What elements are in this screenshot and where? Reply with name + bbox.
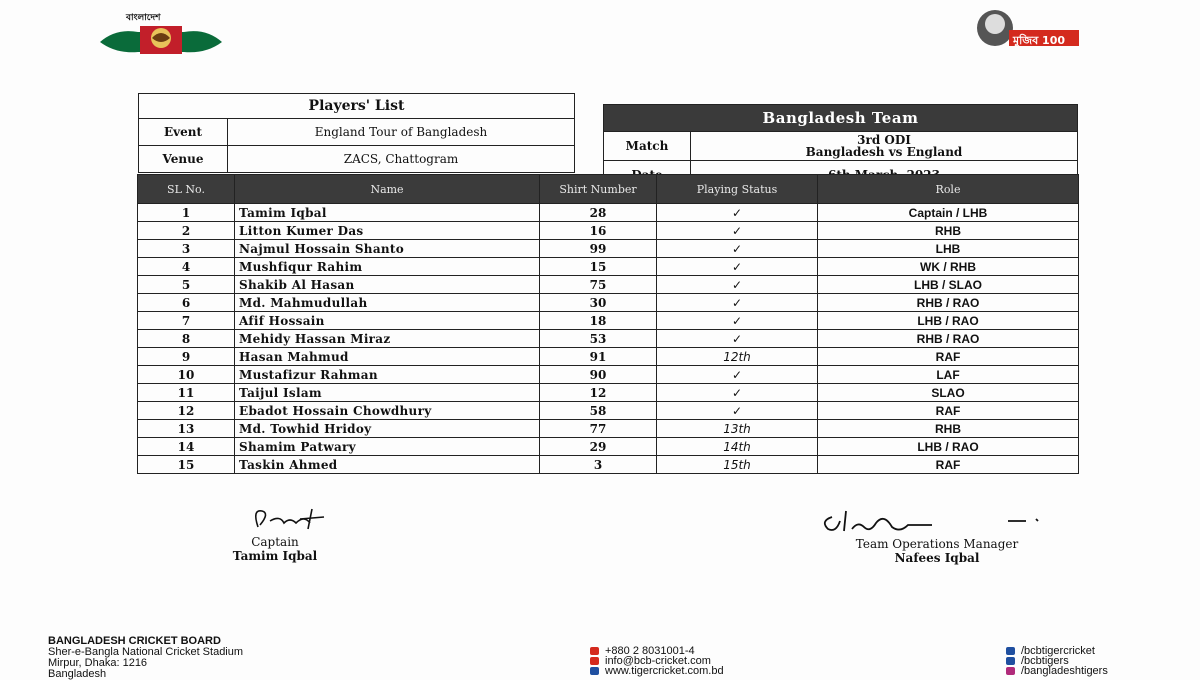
twitter-icon [1006,657,1015,665]
table-row [138,420,1079,438]
player-shirt: 16 [540,222,657,240]
player-status: ✓ [657,294,818,312]
footer-instagram: /bangladeshtigers [1021,665,1108,677]
player-shirt: 91 [540,348,657,366]
player-role: RAF [818,402,1079,420]
player-role: WK / RHB [818,258,1079,276]
player-role: Captain / LHB [818,204,1079,222]
match-line2: Bangladesh vs England [805,145,963,159]
tom-name: Nafees Iqbal [894,551,980,565]
match-label: Match [604,132,691,161]
player-role: LHB [818,240,1079,258]
table-header-row [138,175,1079,204]
facebook-icon [1006,647,1015,655]
table-row [138,348,1079,366]
player-shirt: 90 [540,366,657,384]
player-status: ✓ [657,384,818,402]
players-table-body [138,204,1079,474]
player-status: ✓ [657,330,818,348]
col-role: Role [818,175,1079,204]
table-row [138,330,1079,348]
table-row [138,384,1079,402]
team-banner: Bangladesh Team [604,105,1078,132]
player-name: Afif Hossain [235,312,540,330]
player-name: Shamim Patwary [235,438,540,456]
player-status: 15th [657,456,818,474]
player-sl: 8 [138,330,235,348]
player-role: RAF [818,348,1079,366]
player-status: 13th [657,420,818,438]
instagram-icon [1006,667,1015,675]
footer-web: www.tigercricket.com.bd [605,665,724,677]
player-role: LHB / RAO [818,312,1079,330]
tom-signature [812,503,1062,537]
mujib-logo [965,6,1120,54]
player-sl: 1 [138,204,235,222]
player-shirt: 99 [540,240,657,258]
player-status: ✓ [657,222,818,240]
venue-value: ZACS, Chattogram [228,146,575,173]
player-name: Shakib Al Hasan [235,276,540,294]
player-status: 12th [657,348,818,366]
table-row [138,294,1079,312]
player-status: 14th [657,438,818,456]
table-row [138,456,1079,474]
player-shirt: 75 [540,276,657,294]
match-value [691,132,1078,161]
table-row [138,222,1079,240]
footer-addr1: Sher-e-Bangla National Cricket Stadium [48,646,244,658]
player-status: ✓ [657,240,818,258]
footer-addr2: Mirpur, Dhaka: 1216 [48,657,148,669]
player-sl: 2 [138,222,235,240]
player-sl: 4 [138,258,235,276]
footer-address [48,636,243,680]
captain-signature [200,503,350,531]
footer-phone: +880 2 8031001-4 [605,645,695,657]
player-status: ✓ [657,366,818,384]
venue-label: Venue [139,146,228,173]
player-name: Taskin Ahmed [235,456,540,474]
player-shirt: 29 [540,438,657,456]
table-row [138,366,1079,384]
player-shirt: 18 [540,312,657,330]
player-sl: 9 [138,348,235,366]
player-role: RHB [818,222,1079,240]
player-sl: 3 [138,240,235,258]
player-name: Md. Mahmudullah [235,294,540,312]
player-shirt: 3 [540,456,657,474]
player-role: LHB / RAO [818,438,1079,456]
player-status: ✓ [657,276,818,294]
player-status: ✓ [657,258,818,276]
player-role: RHB / RAO [818,294,1079,312]
player-name: Hasan Mahmud [235,348,540,366]
player-sl: 6 [138,294,235,312]
phone-icon [590,647,599,655]
footer-contact [590,646,724,676]
col-shirt: Shirt Number [540,175,657,204]
captain-label: Captain [251,535,299,549]
event-label: Event [139,119,228,146]
player-status: ✓ [657,312,818,330]
footer-social [1006,646,1108,676]
player-name: Ebadot Hossain Chowdhury [235,402,540,420]
player-status: ✓ [657,402,818,420]
player-shirt: 30 [540,294,657,312]
player-shirt: 28 [540,204,657,222]
player-sl: 7 [138,312,235,330]
table-row [138,312,1079,330]
player-shirt: 77 [540,420,657,438]
player-role: LAF [818,366,1079,384]
players-list-header [138,93,575,173]
table-row [138,240,1079,258]
table-row [138,438,1079,456]
player-shirt: 15 [540,258,657,276]
web-icon [590,667,599,675]
player-name: Mehidy Hassan Miraz [235,330,540,348]
col-name: Name [235,175,540,204]
mujib-logo-text: মুজিব 100 [1013,34,1066,47]
footer-email: info@bcb-cricket.com [605,655,711,667]
event-value: England Tour of Bangladesh [228,119,575,146]
player-sl: 12 [138,402,235,420]
player-sl: 15 [138,456,235,474]
player-name: Litton Kumer Das [235,222,540,240]
player-shirt: 58 [540,402,657,420]
footer-addr3: Bangladesh [48,668,107,680]
email-icon [590,657,599,665]
player-status: ✓ [657,204,818,222]
player-name: Mustafizur Rahman [235,366,540,384]
player-sl: 13 [138,420,235,438]
player-name: Najmul Hossain Shanto [235,240,540,258]
players-table [137,174,1079,474]
player-sl: 11 [138,384,235,402]
player-name: Md. Towhid Hridoy [235,420,540,438]
player-shirt: 12 [540,384,657,402]
col-status: Playing Status [657,175,818,204]
player-role: LHB / SLAO [818,276,1079,294]
table-row [138,402,1079,420]
tom-signature-block [812,503,1062,565]
footer-org: BANGLADESH CRICKET BOARD [48,635,221,647]
bcb-logo [96,8,226,66]
player-role: RHB / RAO [818,330,1079,348]
footer-facebook: /bcbtigercricket [1021,645,1095,657]
tom-label: Team Operations Manager [855,537,1019,551]
match-line1: 3rd ODI [857,133,911,147]
players-list-title: Players' List [139,94,575,119]
bcb-logo-text: বাংলাদেশ [126,13,161,23]
player-name: Taijul Islam [235,384,540,402]
player-name: Tamim Iqbal [235,204,540,222]
player-shirt: 53 [540,330,657,348]
player-role: SLAO [818,384,1079,402]
player-role: RHB [818,420,1079,438]
captain-name: Tamim Iqbal [232,549,318,563]
col-sl: SL No. [138,175,235,204]
table-row [138,204,1079,222]
player-name: Mushfiqur Rahim [235,258,540,276]
table-row [138,276,1079,294]
player-sl: 14 [138,438,235,456]
footer-twitter: /bcbtigers [1021,655,1069,667]
captain-signature-block [200,503,350,563]
player-sl: 10 [138,366,235,384]
player-role: RAF [818,456,1079,474]
table-row [138,258,1079,276]
player-sl: 5 [138,276,235,294]
